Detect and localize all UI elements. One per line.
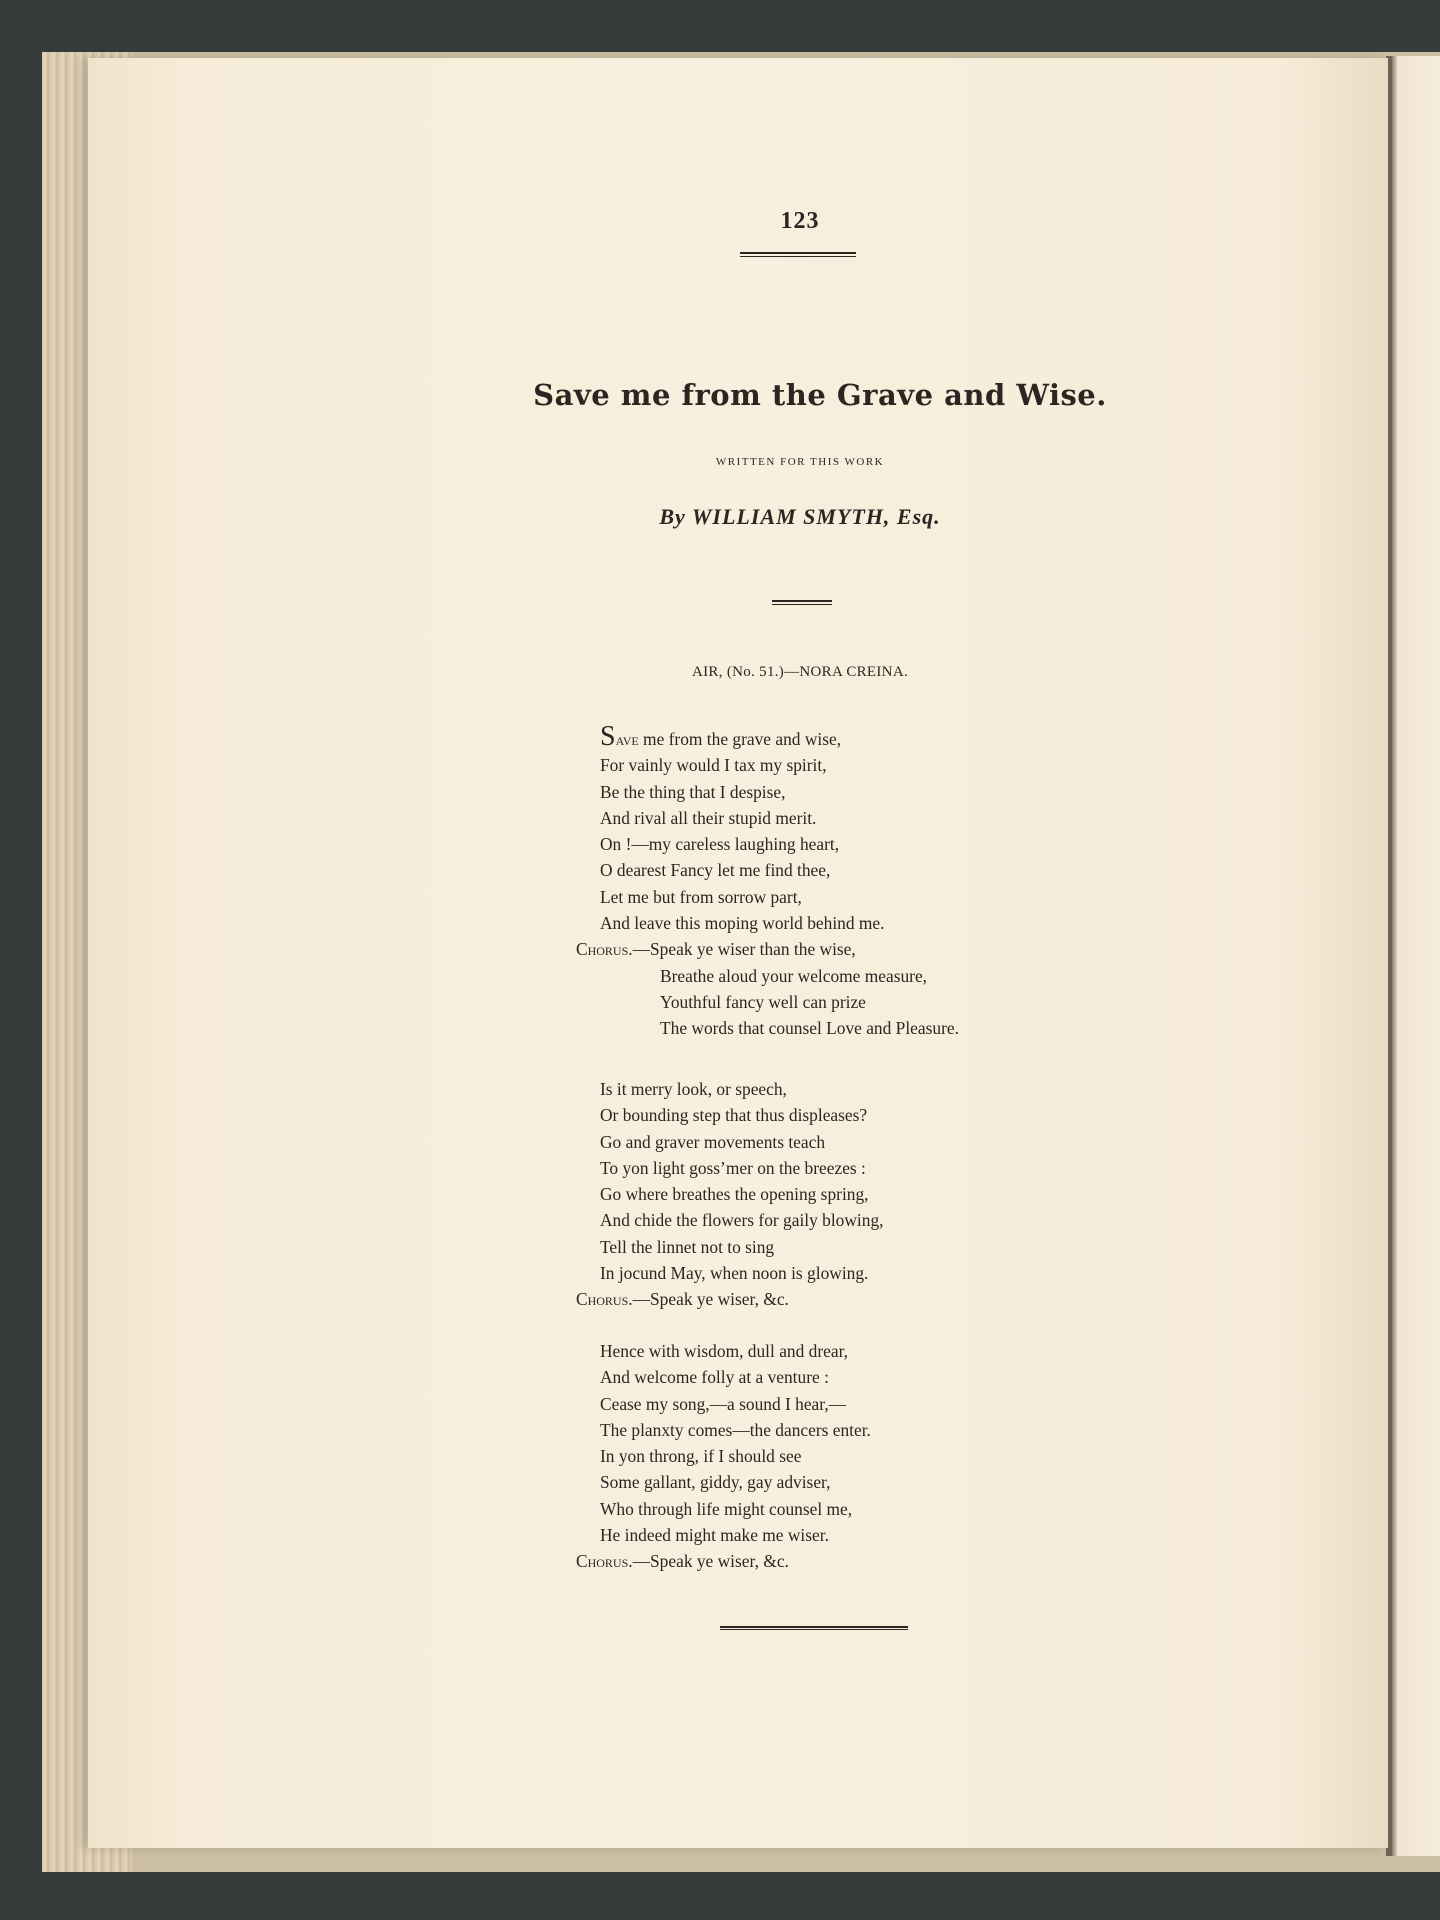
- verse-line: Let me but from sorrow part,: [600, 886, 802, 907]
- verse-line: O dearest Fancy let me find thee,: [600, 860, 831, 881]
- verse-line: For vainly would I tax my spirit,: [600, 755, 827, 776]
- verse-line: He indeed might make me wiser.: [600, 1525, 829, 1546]
- chorus-label: Chorus.: [576, 1289, 633, 1310]
- verse-line: Be the thing that I despise,: [600, 781, 786, 802]
- chorus-label: Chorus.: [576, 1551, 633, 1572]
- chorus-line: [576, 1286, 1136, 1312]
- chorus-line: The words that counsel Love and Pleasure.: [660, 1018, 959, 1039]
- air-heading: AIR, (No. 51.)—NORA CREINA.: [691, 664, 908, 680]
- chorus-line: [576, 936, 1136, 962]
- verse-line: And leave this moping world behind me.: [600, 913, 885, 934]
- verse-line: In jocund May, when noon is glowing.: [600, 1263, 869, 1284]
- drop-cap: S: [600, 721, 616, 752]
- verse-line: Tell the linnet not to sing: [600, 1236, 775, 1257]
- verse-line: Some gallant, giddy, gay adviser,: [600, 1472, 831, 1493]
- verse-line: Or bounding step that thus displeases?: [600, 1105, 868, 1126]
- small-caps-text: ave: [615, 729, 639, 749]
- verse-line: Go where breathes the opening spring,: [600, 1184, 869, 1205]
- verse-line: To yon light goss’mer on the breezes :: [600, 1157, 866, 1178]
- stanza-2: [576, 1076, 1136, 1313]
- verse-line: Is it merry look, or speech,: [600, 1079, 787, 1099]
- verse-line: Go and graver movements teach: [600, 1131, 826, 1152]
- chorus-text: —Speak ye wiser than the wise,: [632, 939, 856, 960]
- song-title: Save me from the Grave and Wise.: [533, 378, 1107, 412]
- verse-line: And welcome folly at a venture :: [600, 1367, 829, 1388]
- author-line: By WILLIAM SMYTH, Esq.: [659, 504, 941, 529]
- stanza-3: [576, 1338, 1136, 1575]
- verse-line: Hence with wisdom, dull and drear,: [600, 1341, 849, 1361]
- chorus-line: [576, 1548, 1136, 1574]
- verse-text: me from the grave and wise,: [638, 729, 842, 749]
- verse-line: Who through life might counsel me,: [600, 1498, 853, 1519]
- chorus-label: Chorus.: [576, 939, 633, 960]
- verse-line: [576, 721, 1136, 752]
- subtitle: WRITTEN FOR THIS WORK: [715, 456, 885, 468]
- stanza-1: [576, 721, 1136, 1042]
- chorus-line: Youthful fancy well can prize: [660, 991, 866, 1012]
- verse-line: And rival all their stupid merit.: [600, 807, 817, 828]
- verse-line: On !—my careless laughing heart,: [600, 834, 840, 855]
- divider-rule: [772, 600, 832, 605]
- verse-line: In yon throng, if I should see: [600, 1446, 802, 1467]
- verse-line: And chide the flowers for gaily blowing,: [600, 1210, 884, 1231]
- verse-line: Cease my song,—a sound I hear,—: [600, 1393, 847, 1414]
- header-rule: [740, 252, 856, 257]
- chorus-text: —Speak ye wiser, &c.: [632, 1551, 789, 1572]
- verse-line: The planxty comes—the dancers enter.: [600, 1419, 871, 1440]
- footer-rule: [720, 1626, 908, 1630]
- page-number: 123: [780, 208, 820, 234]
- chorus-text: —Speak ye wiser, &c.: [632, 1289, 789, 1310]
- chorus-line: Breathe aloud your welcome measure,: [660, 965, 928, 986]
